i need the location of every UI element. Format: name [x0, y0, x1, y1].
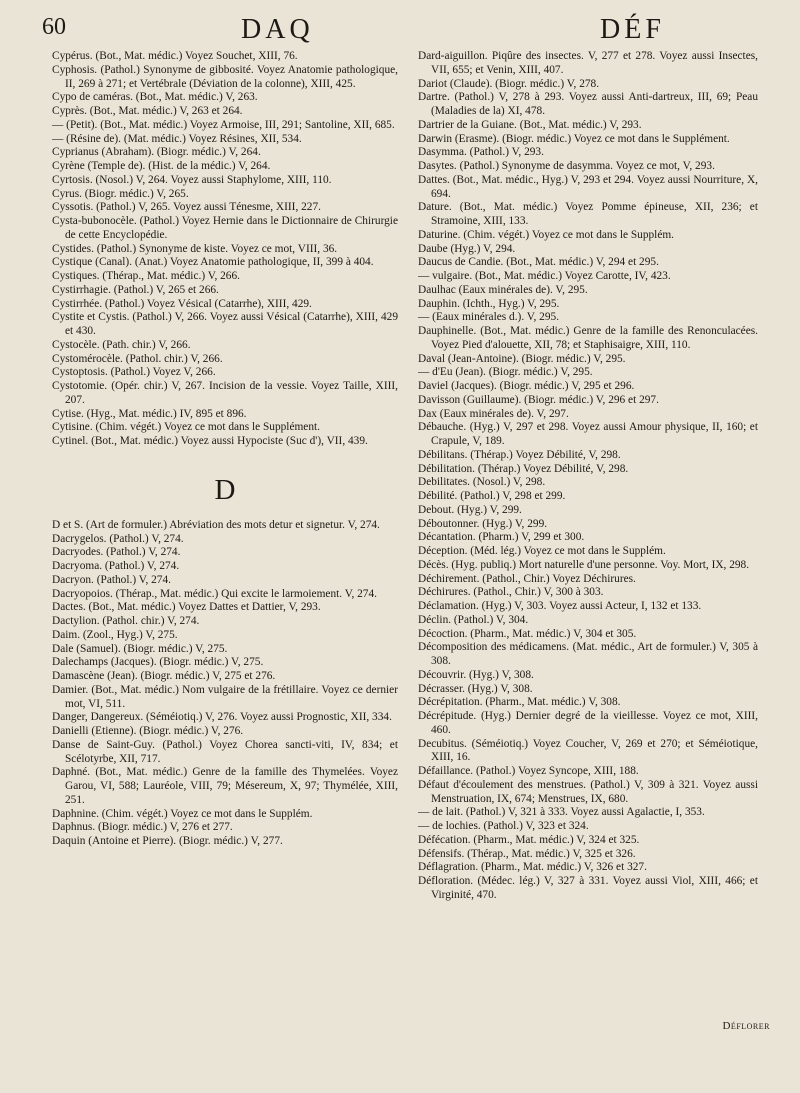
entry: Cytinel. (Bot., Mat. médic.) Voyez aussi Hypociste (Suc d'), VII, 439. [52, 435, 368, 447]
entry: Daim. (Zool., Hyg.) V, 275. [52, 628, 178, 641]
entry: Dale (Samuel). (Biogr. médic.) V, 275. [52, 642, 228, 655]
entry: Défécation. (Pharm., Mat. médic.) V, 324 et 325. [418, 833, 640, 846]
entry: Décrasser. (Hyg.) V, 308. [418, 682, 533, 695]
entry: Danger, Dangereux. (Séméiotiq.) V, 276. Voyez aussi Prognostic, XII, 334. [52, 711, 392, 724]
entry: Dasymma. (Pathol.) V, 293. [418, 146, 544, 159]
entry: Déchirures. (Pathol., Chir.) V, 300 à 303. [418, 586, 604, 599]
entry: Déflagration. (Pharm., Mat. médic.) V, 326 et 327. [418, 861, 647, 874]
entry: Cypérus. (Bot., Mat. médic.) Voyez Souchet, XIII, 76. [52, 50, 298, 62]
entry: Dactes. (Bot., Mat. médic.) Voyez Dattes et Dattier, V, 293. [52, 601, 321, 614]
entry: D et S. (Art de formuler.) Abréviation des mots detur et signetur. V, 274. [52, 518, 380, 531]
entry: Décès. (Hyg. publiq.) Mort naturelle d'une personne. Voy. Mort, IX, 298. [418, 558, 750, 571]
entry: Cytise. (Hyg., Mat. médic.) IV, 895 et 896. [52, 407, 247, 420]
entry: Cyrène (Temple de). (Hist. de la médic.) V, 264. [52, 160, 271, 172]
entry: Décrépitude. (Hyg.) Dernier degré de la vieillesse. Voyez ce mot, XIII, 460. [418, 710, 758, 736]
entry: Damier. (Bot., Mat. médic.) Nom vulgaire de la frétillaire. Voyez ce dernier mot, VI, 511. [52, 683, 398, 710]
entry: Déception. (Méd. lég.) Voyez ce mot dans le Supplém. [418, 545, 666, 557]
entry: Défensifs. (Thérap., Mat. médic.) V, 325 et 326. [418, 847, 636, 860]
entry: — d'Eu (Jean). (Biogr. médic.) V, 295. [418, 366, 593, 379]
entry: Cyphosis. (Pathol.) Synonyme de gibbosité. Voyez Anatomie pathologique, II, 269 à 271; et Vertébrale (Déviation de la colonne), XIII, 425. [52, 63, 398, 90]
entry: — (Petit). (Bot., Mat. médic.) Voyez Armoise, III, 291; Santoline, XII, 685. [52, 118, 395, 131]
entry: Décantation. (Pharm.) V, 299 et 300. [418, 531, 585, 544]
catchword: Déflorer [722, 1020, 770, 1032]
entry: Cystoptosis. (Pathol.) Voyez V, 266. [52, 366, 216, 379]
right-heading: DÉF [600, 14, 665, 45]
entry: Dalechamps (Jacques). (Biogr. médic.) V, 275. [52, 656, 264, 669]
entry: Dauphin. (Ichth., Hyg.) V, 295. [418, 297, 560, 310]
entry: Dacryoma. (Pathol.) V, 274. [52, 560, 180, 572]
entry: Débilitation. (Thérap.) Voyez Débilité, V, 298. [418, 462, 629, 475]
entry: Daquin (Antoine et Pierre). (Biogr. médic.) V, 277. [52, 835, 283, 847]
entry: Cyrtosis. (Nosol.) V, 264. Voyez aussi Staphylome, XIII, 110. [52, 173, 332, 186]
entry: Dacryodes. (Pathol.) V, 274. [52, 546, 181, 559]
entry: — de lochies. (Pathol.) V, 323 et 324. [418, 820, 589, 832]
entry: Décoction. (Pharm., Mat. médic.) V, 304 et 305. [418, 627, 637, 640]
entry: Decubitus. (Séméiotiq.) Voyez Coucher, V, 269 et 270; et Séméiotique, XIII, 16. [418, 737, 758, 764]
entry: Déclin. (Pathol.) V, 304. [418, 613, 529, 626]
entry: Déboutonner. (Hyg.) V, 299. [418, 517, 548, 530]
entry: Cytisine. (Chim. végét.) Voyez ce mot dans le Supplément. [52, 421, 321, 434]
entry: Défaillance. (Pathol.) Voyez Syncope, XIII, 188. [418, 765, 639, 777]
entry: Cystotomie. (Opér. chir.) V, 267. Incision de la vessie. Voyez Taille, XIII, 207. [52, 380, 398, 406]
entry: Déchirement. (Pathol., Chir.) Voyez Déchirures. [418, 572, 636, 585]
entry: Darwin (Erasme). (Biogr. médic.) Voyez ce mot dans le Supplément. [418, 132, 730, 145]
left-heading: DAQ [241, 14, 314, 45]
entry: Débilité. (Pathol.) V, 298 et 299. [418, 490, 566, 502]
entry: Daucus de Candie. (Bot., Mat. médic.) V, 294 et 295. [418, 256, 659, 269]
entry: Débauche. (Hyg.) V, 297 et 298. Voyez aussi Amour physique, II, 160; et Crapule, V, 189. [418, 421, 758, 447]
entry: Cypo de caméras. (Bot., Mat. médic.) V, 263. [52, 91, 258, 104]
entry: Découvrir. (Hyg.) V, 308. [418, 668, 534, 681]
entry: Daval (Jean-Antoine). (Biogr. médic.) V, 295. [418, 352, 626, 365]
entry: Décrépitation. (Pharm., Mat. médic.) V, 308. [418, 696, 621, 709]
entry: Cystirrhagie. (Pathol.) V, 265 et 266. [52, 283, 219, 296]
entry: Cysta-bubonocèle. (Pathol.) Voyez Hernie dans le Dictionnaire de Chirurgie de cette Encyclopédie. [52, 215, 398, 241]
entry: — (Résine de). (Mat. médic.) Voyez Résines, XII, 534. [52, 132, 302, 145]
entry: Décomposition des médicamens. (Mat. médic., Art de formuler.) V, 305 à 308. [418, 641, 758, 667]
entry: Dattes. (Bot., Mat. médic., Hyg.) V, 293 et 294. Voyez aussi Nourriture, X, 694. [418, 173, 758, 200]
entry: Danse de Saint-Guy. (Pathol.) Voyez Chorea sancti-viti, IV, 834; et Scélotyrbe, XII, 717. [52, 738, 398, 765]
entry: Davisson (Guillaume). (Biogr. médic.) V, 296 et 297. [418, 393, 659, 406]
section-letter: D [214, 473, 236, 506]
entry: — vulgaire. (Bot., Mat. médic.) Voyez Carotte, IV, 423. [418, 270, 671, 282]
entry: Défloration. (Médec. lég.) V, 327 à 331. Voyez aussi Viol, XIII, 466; et Virginité, 470. [418, 875, 758, 901]
entry: Cystiques. (Thérap., Mat. médic.) V, 266. [52, 270, 240, 282]
entry: Cystocèle. (Path. chir.) V, 266. [52, 338, 191, 351]
entry: — (Eaux minérales d.). V, 295. [418, 311, 560, 324]
entry: Cyrus. (Biogr. médic.) V, 265. [52, 187, 189, 200]
entry: Dature. (Bot., Mat. médic.) Voyez Pomme épineuse, XII, 236; et Stramoine, XIII, 133. [418, 201, 758, 227]
left-entry-list [52, 50, 398, 449]
running-header [36, 14, 764, 48]
entry: Dacrygelos. (Pathol.) V, 274. [52, 532, 184, 545]
entry: Daulhac (Eaux minérales de). V, 295. [418, 283, 588, 296]
entry: Dasytes. (Pathol.) Synonyme de dasymma. Voyez ce mot, V, 293. [418, 160, 715, 172]
entry: Daube (Hyg.) V, 294. [418, 242, 516, 255]
entry: Débilitans. (Thérap.) Voyez Débilité, V, 298. [418, 448, 621, 461]
entry: Cystique (Canal). (Anat.) Voyez Anatomie pathologique, II, 399 à 404. [52, 256, 374, 269]
entry: Dartre. (Pathol.) V, 278 à 293. Voyez aussi Anti-dartreux, III, 69; Peau (Maladies de la) XI, 478. [418, 91, 758, 117]
right-column [418, 50, 758, 903]
entry: Debilitates. (Nosol.) V, 298. [418, 476, 546, 489]
entry: Cystides. (Pathol.) Synonyme de kiste. Voyez ce mot, VIII, 36. [52, 242, 338, 255]
entry: Cyprès. (Bot., Mat. médic.) V, 263 et 264. [52, 105, 243, 117]
page-number: 60 [42, 14, 66, 40]
entry: Dartrier de la Guiane. (Bot., Mat. médic.) V, 293. [418, 118, 642, 131]
entry: Dariot (Claude). (Biogr. médic.) V, 278. [418, 77, 600, 90]
entry: Daphnus. (Biogr. médic.) V, 276 et 277. [52, 821, 233, 834]
entry: Dacryon. (Pathol.) V, 274. [52, 573, 171, 586]
entry: Dauphinelle. (Bot., Mat. médic.) Genre de la famille des Renonculacées. Voyez Pied d'alouette, XII, 78; et Staphisaigre, XIII, 110. [418, 325, 758, 351]
entry: Dard-aiguillon. Piqûre des insectes. V, 277 et 278. Voyez aussi Insectes, VII, 655; et Venin, XIII, 407. [418, 50, 758, 76]
entry: Cystomérocèle. (Pathol. chir.) V, 266. [52, 352, 223, 365]
entry: Dax (Eaux minérales de). V, 297. [418, 407, 569, 420]
entry: Cystite et Cystis. (Pathol.) V, 266. Voyez aussi Vésical (Catarrhe), XIII, 429 et 430. [52, 311, 398, 337]
right-entry-list [418, 50, 758, 903]
entry: Défaut d'écoulement des menstrues. (Pathol.) V, 309 à 321. Voyez aussi Menstruation, IX, 674; Menstrues, IX, 680. [418, 778, 758, 805]
entry: Daturine. (Chim. végét.) Voyez ce mot dans le Supplém. [418, 228, 675, 241]
entry: Daphné. (Bot., Mat. médic.) Genre de la famille des Thymelées. Voyez Garou, VI, 588; Lauréole, VIII, 79; Mésereum, X, 97; Thymélée, XIII, 251. [52, 766, 398, 806]
entry: Cyprianus (Abraham). (Biogr. médic.) V, 264. [52, 146, 261, 159]
entry: Debout. (Hyg.) V, 299. [418, 503, 522, 516]
entry: Dactylion. (Pathol. chir.) V, 274. [52, 615, 200, 627]
d-entry-list [52, 519, 398, 849]
entry: Damascène (Jean). (Biogr. médic.) V, 275 et 276. [52, 670, 276, 682]
entry: Déclamation. (Hyg.) V, 303. Voyez aussi Acteur, I, 132 et 133. [418, 600, 702, 612]
entry: Cystirrhée. (Pathol.) Voyez Vésical (Catarrhe), XIII, 429. [52, 297, 312, 310]
entry: — de lait. (Pathol.) V, 321 à 333. Voyez aussi Agalactie, I, 353. [418, 806, 705, 819]
entry: Danielli (Etienne). (Biogr. médic.) V, 276. [52, 725, 244, 737]
entry: Cyssotis. (Pathol.) V, 265. Voyez aussi Ténesme, XIII, 227. [52, 201, 321, 214]
left-column [52, 50, 398, 849]
entry: Daphnine. (Chim. végét.) Voyez ce mot dans le Supplém. [52, 807, 313, 820]
entry: Daviel (Jacques). (Biogr. médic.) V, 295 et 296. [418, 380, 635, 392]
entry: Dacryopoios. (Thérap., Mat. médic.) Qui excite le larmoiement. V, 274. [52, 587, 377, 600]
